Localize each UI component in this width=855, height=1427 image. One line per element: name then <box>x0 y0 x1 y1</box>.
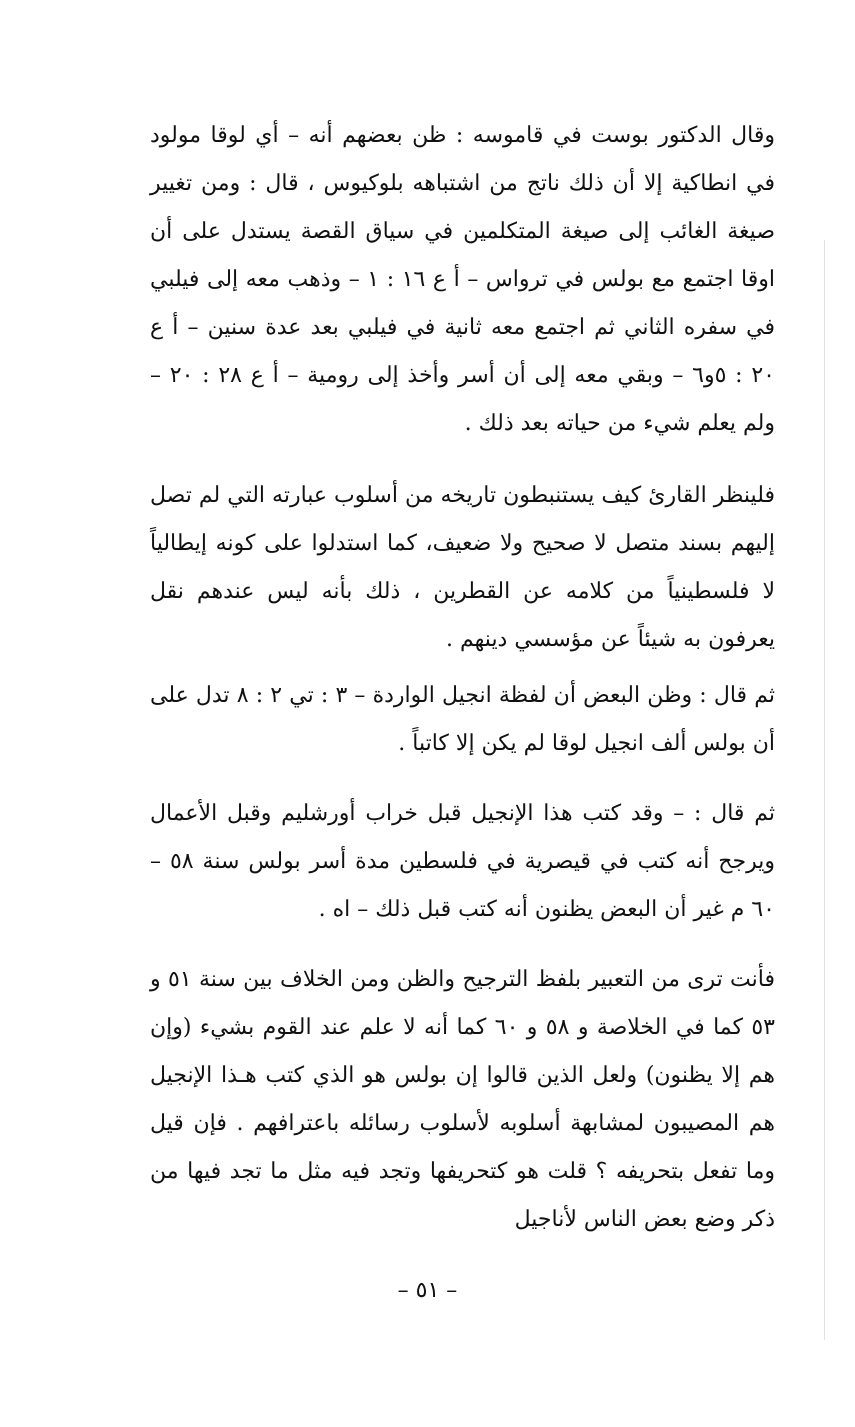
page-number: – ٥١ – <box>397 1278 458 1303</box>
page-body <box>150 112 775 1244</box>
paragraph-4: ثم قال : – وقد كتب هذا الإنجيل قبل خراب أورشليم وقبل الأعمال ويرجح أنه كتب في قيصرية في فلسطين مدة أسر بولس سنة ٥٨ – ٦٠ م غير أن البعض يظنون أنه كتب قبل ذلك – اه . <box>150 801 775 922</box>
paragraph-5: فأنت ترى من التعبير بلفظ الترجيح والظن ومن الخلاف بين سنة ٥١ و ٥٣ كما في الخلاصة و ٥٨ و ٦٠ كما أنه لا علم عند القوم بشيء (وإن هم إلا يظنون) ولعل الذين قالوا إن بولس هو الذي كتب هـذا الإنجيل هم المصيبون لمشابهة أسلوبه لأسلوب رسائله باعترافهم . فإن قيل وما تفعل بتحريفه ؟ قلت هو كتحريفها وتجد فيه مثل ما تجد فيها من ذكر وضع بعض الناس لأناجيل <box>150 967 775 1232</box>
paragraph-1: وقال الدكتور بوست في قاموسه : ظن بعضهم أنه – أي لوقا مولود في انطاكية إلا أن ذلك ناتج من اشتباهه بلوكيوس ، قال : ومن تغيير صيغة الغائب إلى صيغة المتكلمين في سياق القصة يستدل على أن اوقا اجتمع مع بولس في ترواس – أ ع ١٦ : ١ – وذهب معه إلى فيلبي في سفره الثاني ثم اجتمع معه ثانية في فيلبي بعد عدة سنين – أ ع ٢٠ : ٥و٦ – وبقي معه إلى أن أسر وأخذ إلى رومية – أ ع ٢٨ : ٢٠ – ولم يعلم شيء من حياته بعد ذلك . <box>150 123 776 436</box>
scan-edge-line <box>824 240 825 1340</box>
paragraph-3: ثم قال : وظن البعض أن لفظة انجيل الواردة – ٣ : تي ٢ : ٨ تدل على أن بولس ألف انجيل لوقا لم يكن إلا كاتباً . <box>150 683 775 756</box>
paragraph-2: فلينظر القارئ كيف يستنبطون تاريخه من أسلوب عبارته التي لم تصل إليهم بسند متصل لا صحيح ولا ضعيف، كما استدلوا على كونه إيطالياً لا فلسطينياً من كلامه عن القطرين ، ذلك بأنه ليس عندهم نقل يعرفون به شيئاً عن مؤسسي دينهم . <box>150 483 775 652</box>
